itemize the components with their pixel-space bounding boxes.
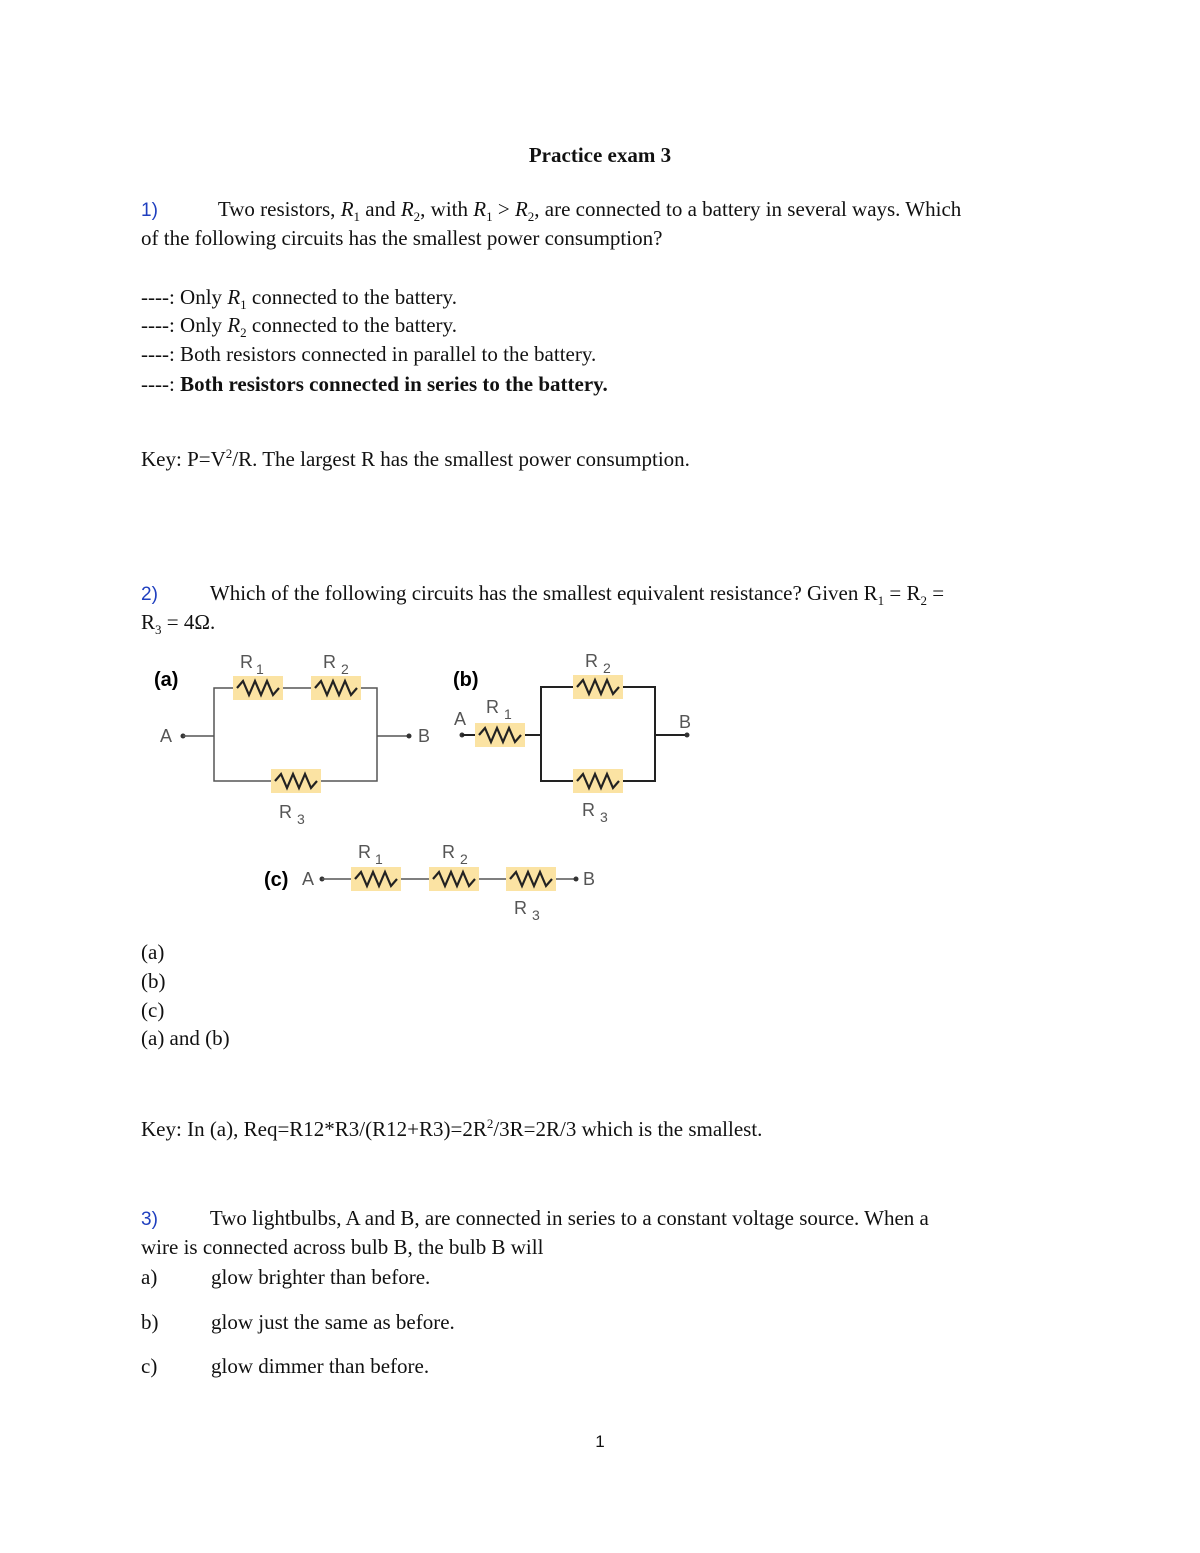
q1-option-2: ----: Only $R_2$ connected to the battery.	[141, 313, 457, 341]
svg-text:2: 2	[460, 851, 468, 867]
svg-text:R: R	[240, 652, 253, 672]
q2-option-ab: (a) and (b)	[141, 1026, 230, 1050]
q2-option-c: (c)	[141, 998, 165, 1022]
svg-text:R: R	[358, 842, 371, 862]
circuit-a-terminal-b: B	[418, 726, 431, 746]
circuit-a-terminal-a: A	[160, 726, 173, 746]
svg-text:3: 3	[297, 811, 305, 827]
svg-text:R: R	[585, 651, 598, 671]
svg-text:3: 3	[600, 809, 608, 825]
circuit-c	[264, 842, 595, 923]
circuit-c-label: (c)	[264, 869, 289, 891]
svg-text:R: R	[514, 898, 527, 918]
q1-option-1: ----: Only $R_1$ connected to the battery.	[141, 285, 457, 313]
q2-option-a: (a)	[141, 940, 165, 964]
svg-text:1: 1	[504, 706, 512, 722]
circuit-c-terminal-b: B	[583, 869, 596, 889]
circuit-b-r3	[573, 769, 623, 793]
q1-number: 1)	[141, 200, 158, 221]
q2-number: 2)	[141, 584, 158, 605]
circuit-c-r3	[506, 867, 556, 891]
q3-number: 3)	[141, 1209, 158, 1230]
circuit-b-terminal-a: A	[454, 709, 467, 729]
svg-text:2: 2	[603, 660, 611, 676]
circuit-a-r1	[233, 676, 283, 700]
circuit-b	[453, 651, 691, 825]
svg-text:R: R	[442, 842, 455, 862]
page-number: 1	[595, 1432, 605, 1451]
svg-text:R: R	[486, 697, 499, 717]
svg-text:R: R	[279, 802, 292, 822]
q1-stem-line2: of the following circuits has the smallest power consumption?	[141, 226, 663, 250]
circuit-a	[154, 652, 430, 827]
circuit-a-label: (a)	[154, 669, 179, 691]
q3-stem-line2: wire is connected across bulb B, the bulb B will	[141, 1235, 544, 1259]
circuit-a-r2	[311, 676, 361, 700]
circuit-diagrams	[140, 640, 720, 930]
circuit-c-r2	[429, 867, 479, 891]
q2-option-b: (b)	[141, 969, 166, 993]
circuit-c-terminal-a: A	[302, 869, 315, 889]
circuit-b-label: (b)	[453, 669, 479, 691]
svg-text:2: 2	[341, 661, 349, 677]
q1-option-3: ----: Both resistors connected in parallel to the battery.	[141, 342, 597, 366]
q1-correct-answer: Both resistors connected in series to the battery.	[180, 372, 608, 396]
circuit-a-r3	[271, 769, 321, 793]
q3-option-a: a) glow brighter than before.	[141, 1265, 431, 1289]
svg-text:R: R	[582, 800, 595, 820]
q2-stem-line1: 2) Which of the following circuits has the smallest equivalent resistance? Given $R_1 = R_2$ =	[141, 581, 945, 609]
svg-text:R: R	[323, 652, 336, 672]
svg-text:3: 3	[532, 907, 540, 923]
q3-option-b: b) glow just the same as before.	[141, 1310, 455, 1334]
q2-stem-line2: $R_3 = 4\Omega$.	[141, 610, 216, 638]
circuit-b-r2	[573, 675, 623, 699]
circuit-c-r1	[351, 867, 401, 891]
q1-option-4: ----: Both resistors connected in series to the battery.	[141, 372, 608, 396]
svg-text:1: 1	[256, 661, 264, 677]
q1-key: Key: $P=V^2/R$. The largest R has the smallest power consumption.	[141, 446, 690, 471]
circuit-b-terminal-b: B	[679, 712, 692, 732]
svg-text:1: 1	[375, 851, 383, 867]
q3-stem-line1: 3) Two lightbulbs, A and B, are connected in series to a constant voltage source. When a	[141, 1206, 929, 1230]
circuit-b-r1	[475, 723, 525, 747]
q2-key: Key: In (a), $Req=R12*R3/(R12+R3)=2R^2/3R=2R/3$ which is the smallest.	[141, 1116, 763, 1141]
q1-stem-line1: 1) Two resistors, $R_1$ and $R_2$, with $R_1 > R_2$, are connected to a battery in several ways. Which	[141, 197, 962, 225]
page-title: Practice exam 3	[528, 143, 672, 167]
q3-option-c: c) glow dimmer than before.	[141, 1354, 430, 1378]
